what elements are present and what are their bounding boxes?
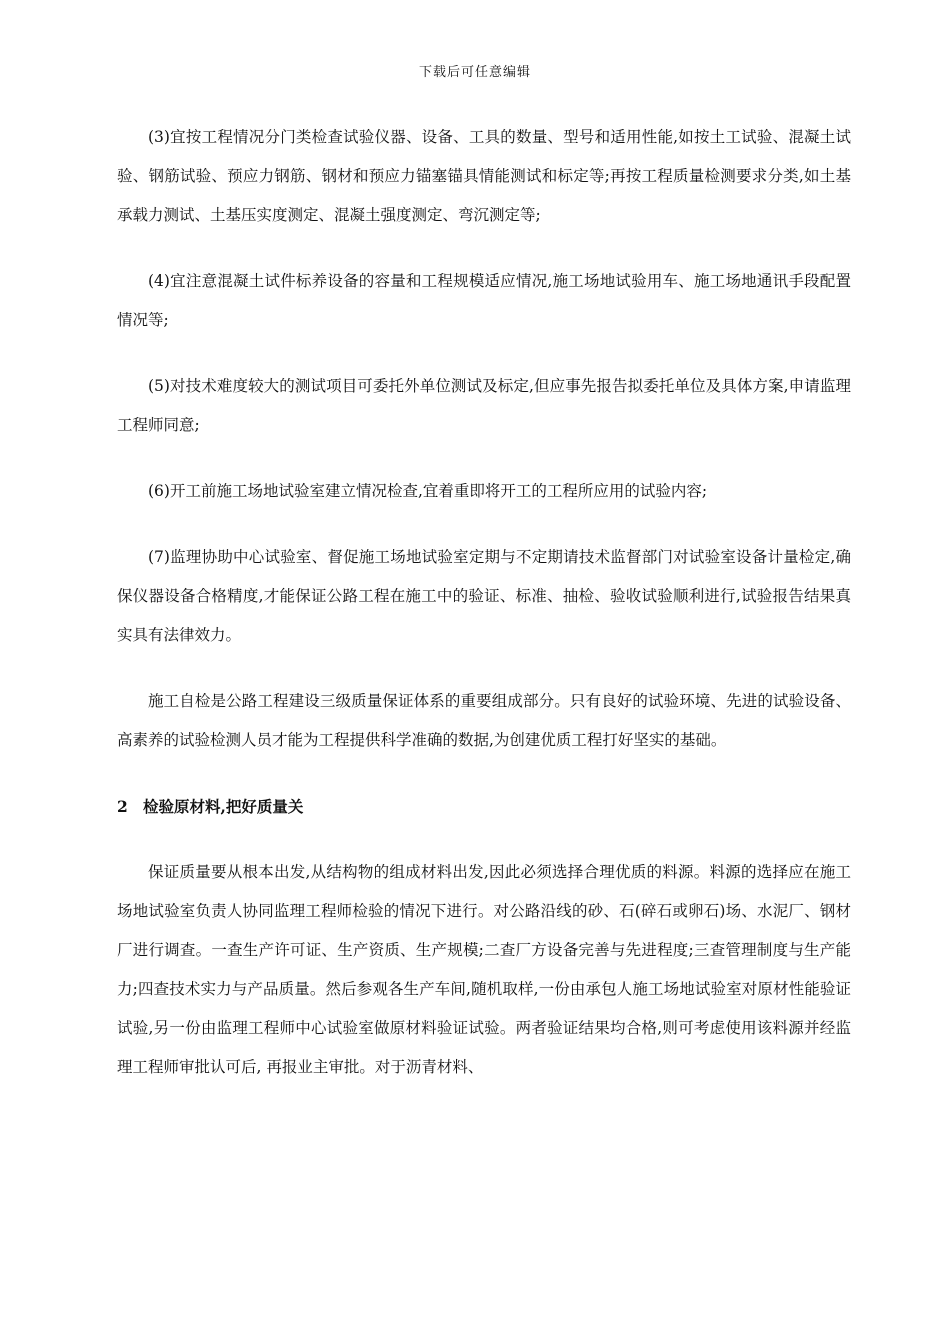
section-heading xyxy=(117,787,851,826)
document-body xyxy=(117,118,851,1087)
section-paragraph: 保证质量要从根本出发,从结构物的组成材料出发,因此必须选择合理优质的料源。料源的选择应在施工场地试验室负责人协同监理工程师检验的情况下进行。对公路沿线的砂、石(碎石或卵石)场、水泥厂、钢材厂进行调查。一查生产许可证、生产资质、生产规模;二查厂方设备完善与先进程度;三查管理制度与生产能力;四查技术实力与产品质量。然后参观各生产车间,随机取样,一份由承包人施工场地试验室对原材性能验证试验,另一份由监理工程师中心试验室做原材料验证试验。两者验证结果均合格,则可考虑使用该料源并经监理工程师审批认可后, 再报业主审批。对于沥青材料、 xyxy=(117,863,851,1076)
section-number: 2 xyxy=(117,797,128,816)
paragraph-item-4: (4)宜注意混凝土试件标养设备的容量和工程规模适应情况,施工场地试验用车、施工场地通讯手段配置情况等; xyxy=(117,272,851,329)
paragraph-item-7: (7)监理协助中心试验室、督促施工场地试验室定期与不定期请技术监督部门对试验室设备计量检定,确保仪器设备合格精度,才能保证公路工程在施工中的验证、标准、抽检、验收试验顺利进行,试验报告结果真实具有法律效力。 xyxy=(117,548,851,644)
paragraph-item-5: (5)对技术难度较大的测试项目可委托外单位测试及标定,但应事先报告拟委托单位及具体方案,申请监理工程师同意; xyxy=(117,377,851,434)
paragraph-item-3: (3)宜按工程情况分门类检查试验仪器、设备、工具的数量、型号和适用性能,如按土工试验、混凝土试验、钢筋试验、预应力钢筋、钢材和预应力锚塞锚具情能测试和标定等;再按工程质量检测要求分类,如土基承载力测试、土基压实度测定、混凝土强度测定、弯沉测定等; xyxy=(117,128,851,224)
paragraph-summary: 施工自检是公路工程建设三级质量保证体系的重要组成部分。只有良好的试验环境、先进的试验设备、高素养的试验检测人员才能为工程提供科学准确的数据,为创建优质工程打好坚实的基础。 xyxy=(117,692,851,749)
page-header: 下载后可任意编辑 xyxy=(418,65,531,80)
section-title: 检验原材料,把好质量关 xyxy=(143,797,304,816)
paragraph-item-6: (6)开工前施工场地试验室建立情况检查,宜着重即将开工的工程所应用的试验内容; xyxy=(148,482,708,500)
